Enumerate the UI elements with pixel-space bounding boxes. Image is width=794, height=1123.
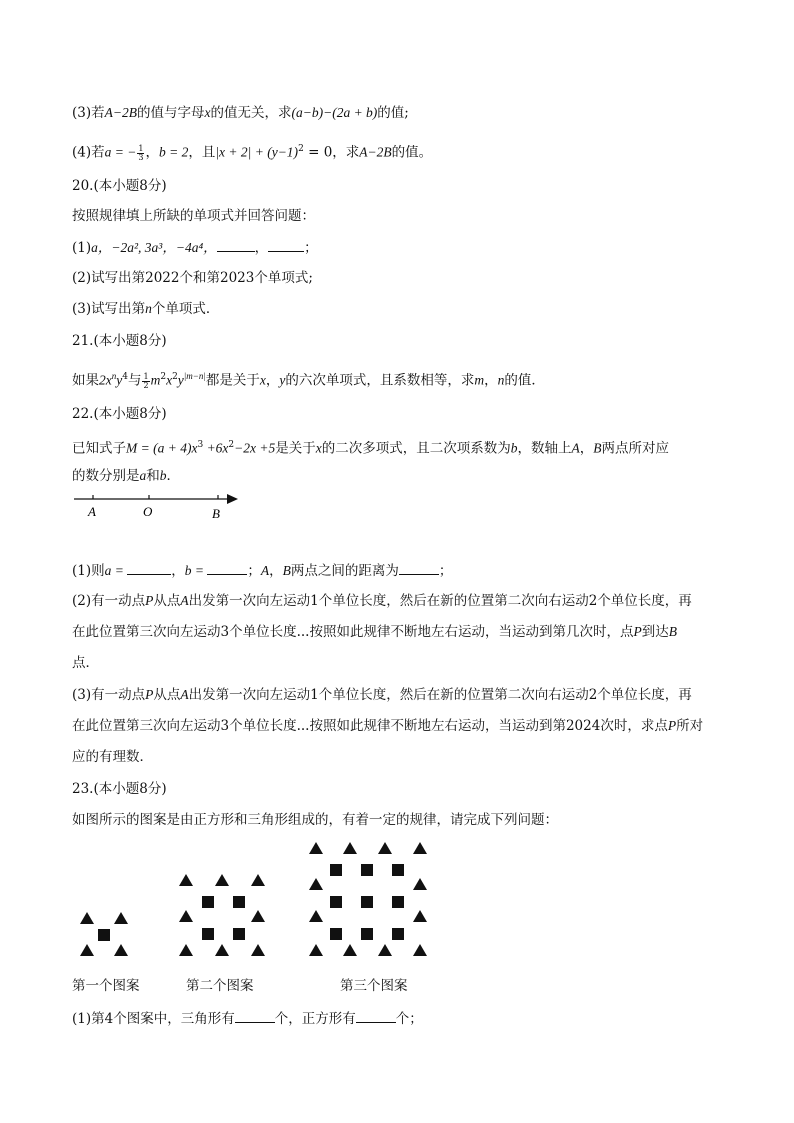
square-icon — [202, 896, 214, 908]
triangle-icon — [309, 910, 323, 922]
square-icon — [361, 864, 373, 876]
answer-blank[interactable] — [127, 560, 171, 575]
q21-body: 如果$2x^ny^4$与 $\frac{1}{2}$ $m^2x^2y^{|m-n|}$都是关于x，y的六次单项式，且系数相等，求m，n的值． — [72, 371, 545, 390]
answer-blank[interactable] — [268, 237, 304, 252]
square-icon — [202, 928, 214, 940]
pattern-1 — [80, 912, 128, 956]
triangle-icon — [179, 944, 193, 956]
fraction-one-third: $\frac{1}{3}$ — [138, 143, 144, 162]
caption-pattern-2: 第二个图案 — [186, 978, 254, 994]
triangle-icon — [251, 944, 265, 956]
triangle-icon — [343, 842, 357, 854]
answer-blank[interactable] — [217, 237, 255, 252]
triangle-icon — [251, 874, 265, 886]
square-icon — [392, 896, 404, 908]
triangle-icon — [179, 910, 193, 922]
q22-line1: 已知式子$M = (a + 4)x^3 +6x^2-2x +5$是关于x的二次多项式，且二次项系数为b，数轴上A，B两点所对应 — [72, 440, 669, 457]
triangle-icon — [309, 842, 323, 854]
triangle-icon — [413, 910, 427, 922]
answer-blank[interactable] — [235, 1008, 275, 1023]
triangle-icon — [309, 878, 323, 890]
label-O: O — [143, 504, 153, 519]
q22-part3-line2: 在此位置第三次向左运动3个单位长度...按照如此规律不断地左右运动，当运动到第2024次时，求点P所对 — [72, 718, 704, 734]
square-icon — [98, 929, 110, 941]
triangle-icon — [378, 944, 392, 956]
q22-part2-line3: 点． — [72, 655, 99, 671]
triangle-icon — [413, 944, 427, 956]
square-icon — [361, 896, 373, 908]
triangle-icon — [179, 874, 193, 886]
triangle-icon — [80, 944, 94, 956]
square-icon — [330, 896, 342, 908]
q23-part1: (1)第4个图案中，三角形有 个，正方形有 个； — [72, 1008, 423, 1029]
triangle-icon — [114, 912, 128, 924]
pattern-2 — [179, 874, 265, 956]
q20-intro: 按照规律填上所缺的单项式并回答问题： — [72, 208, 315, 224]
triangle-icon — [413, 878, 427, 890]
q22-part1: (1)则a = ，b = ；A，B两点之间的距离为 ； — [72, 560, 452, 581]
triangle-icon — [413, 842, 427, 854]
q22-part2-line2: 在此位置第三次向左运动3个单位长度...按照如此规律不断地左右运动，当运动到第几次时，点P到达B — [72, 624, 677, 640]
triangle-icon — [215, 874, 229, 886]
pattern-figures — [0, 830, 794, 970]
label-B: B — [212, 506, 220, 521]
answer-blank[interactable] — [356, 1008, 396, 1023]
q22-part2-line1: (2)有一动点P从点A出发第一次向左运动1个单位长度，然后在新的位置第二次向右运动2个单位长度，再 — [72, 593, 692, 609]
square-icon — [330, 928, 342, 940]
triangle-icon — [215, 944, 229, 956]
square-icon — [392, 864, 404, 876]
q22-header: 22.(本小题8分) — [72, 406, 167, 422]
triangle-icon — [378, 842, 392, 854]
square-icon — [233, 896, 245, 908]
answer-blank[interactable] — [207, 560, 247, 575]
triangle-icon — [309, 944, 323, 956]
q22-part3-line1: (3)有一动点P从点A出发第一次向左运动1个单位长度，然后在新的位置第二次向右运动2个单位长度，再 — [72, 687, 692, 703]
arrow-right-icon — [227, 494, 238, 504]
triangle-icon — [343, 944, 357, 956]
q23-header: 23.(本小题8分) — [72, 781, 167, 797]
q20-part3: (3)试写出第n个单项式． — [72, 301, 220, 317]
square-icon — [233, 928, 245, 940]
number-line — [70, 488, 250, 524]
square-icon — [330, 864, 342, 876]
q22-line2: 的数分别是a和b． — [72, 468, 180, 484]
q19-part4: (4)若a = − $\frac{1}{3}$ ，b = 2，且$|x + 2| + (y-1)^2 = 0$，求A−2B的值。 — [72, 143, 433, 162]
pattern-3 — [309, 842, 427, 956]
q20-part1: (1)a，−2a², 3a³，−4a⁴， ， ； — [72, 237, 318, 258]
q19-part3: (3)若A−2B的值与字母x的值无关，求(a−b)−(2a + b)的值; — [72, 105, 409, 121]
square-icon — [361, 928, 373, 940]
triangle-icon — [114, 944, 128, 956]
caption-pattern-1: 第一个图案 — [72, 978, 140, 994]
q21-header: 21.(本小题8分) — [72, 333, 167, 349]
triangle-icon — [80, 912, 94, 924]
q23-intro: 如图所示的图案是由正方形和三角形组成的，有着一定的规律，请完成下列问题： — [72, 812, 558, 828]
answer-blank[interactable] — [399, 560, 439, 575]
square-icon — [392, 928, 404, 940]
caption-pattern-3: 第三个图案 — [340, 978, 408, 994]
q22-part3-line3: 应的有理数． — [72, 749, 153, 765]
q20-header: 20.(本小题8分) — [72, 178, 167, 194]
q20-part2: (2)试写出第2022个和第2023个单项式; — [72, 270, 313, 286]
triangle-icon — [251, 910, 265, 922]
label-A: A — [88, 504, 96, 519]
